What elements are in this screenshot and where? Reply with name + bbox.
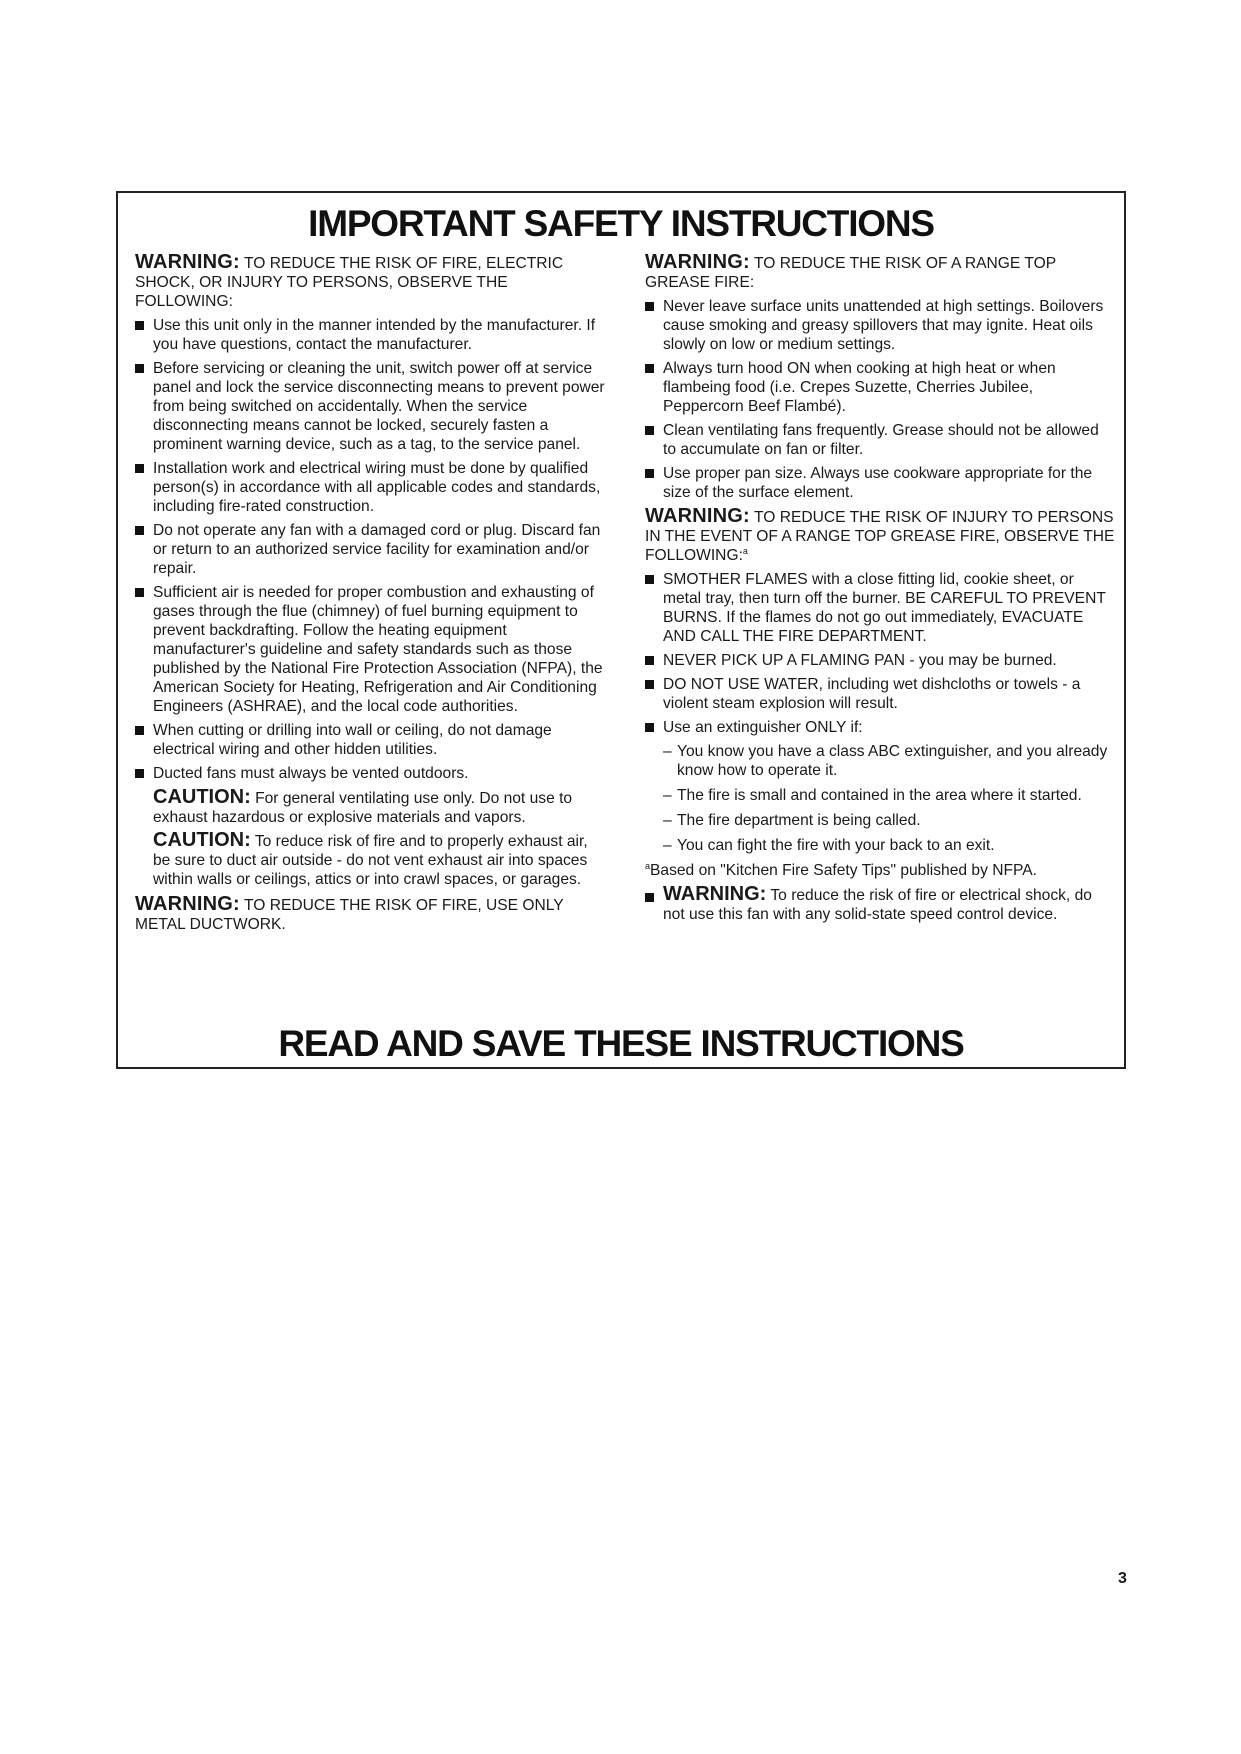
list-item: Use an extinguisher ONLY if: (645, 718, 1115, 737)
warning-grease-fire (645, 253, 1115, 292)
list-item: When cutting or drilling into wall or ceiling, do not damage electrical wiring and other hidden utilities. (135, 721, 605, 759)
warning-label: WARNING: (645, 251, 750, 273)
list-item: Use this unit only in the manner intended by the manufacturer. If you have questions, contact the manufacturer. (135, 316, 605, 354)
left-column (135, 253, 605, 939)
dash-marker: – (663, 743, 672, 760)
footnote-marker: a (742, 545, 748, 556)
warning-text: TO REDUCE THE RISK OF FIRE, ELECTRIC SHOCK, OR INJURY TO PERSONS, OBSERVE THE FOLLOWING: (135, 255, 564, 310)
list-item-warning (645, 885, 1115, 924)
warning-text: TO REDUCE THE RISK OF A RANGE TOP GREASE FIRE: (645, 255, 1056, 291)
bullet-icon (645, 723, 654, 732)
sub-item: – The fire department is being called. (663, 812, 921, 829)
bullet-icon (645, 575, 654, 584)
caution-label: CAUTION: (153, 786, 251, 808)
caution-label: CAUTION: (153, 829, 251, 851)
footer-title: READ AND SAVE THESE INSTRUCTIONS (278, 1023, 964, 1064)
bullet-icon (645, 364, 654, 373)
bullet-icon (135, 726, 144, 735)
caution-exhaust (135, 831, 605, 889)
warning-ductwork (135, 895, 605, 934)
right-column (645, 253, 1115, 929)
bullet-icon (645, 893, 654, 902)
caution-text: To reduce risk of fire and to properly exhaust air, be sure to duct air outside - do not vent exhaust air into spaces within walls or ceilings, attics or into crawl spaces, or garages. (153, 833, 588, 888)
list-item: Before servicing or cleaning the unit, switch power off at service panel and lock the service disconnecting means to prevent power from being switched on accidentally. When the service disconnecting means cannot be locked, securely fasten a prominent warning device, such as a tag, to the service panel. (135, 359, 605, 454)
safety-instructions-box (116, 191, 1126, 1069)
warning-text: To reduce the risk of fire or electrical shock, do not use this fan with any solid-state speed control device. (663, 887, 1092, 923)
list-item: NEVER PICK UP A FLAMING PAN - you may be burned. (645, 651, 1115, 670)
caution-text: For general ventilating use only. Do not use to exhaust hazardous or explosive materials and vapors. (153, 790, 573, 826)
warning-label: WARNING: (663, 883, 767, 905)
bullet-icon (645, 426, 654, 435)
footnote (645, 861, 1115, 880)
warning-text: TO REDUCE THE RISK OF FIRE, USE ONLY METAL DUCTWORK. (135, 897, 564, 933)
warning-text: TO REDUCE THE RISK OF INJURY TO PERSONS IN THE EVENT OF A RANGE TOP GREASE FIRE, OBSERVE THE FOLLOWING: (645, 509, 1115, 564)
page-title: IMPORTANT SAFETY INSTRUCTIONS (308, 203, 934, 244)
list-item: Never leave surface units unattended at high settings. Boilovers cause smoking and greasy spillovers that may ignite. Heat oils slowly on low or medium settings. (645, 297, 1115, 354)
warning-label: WARNING: (645, 505, 750, 527)
warning-label: WARNING: (135, 251, 240, 273)
list-item: Installation work and electrical wiring must be done by qualified person(s) in accordance with all applicable codes and standards, including fire-rated construction. (135, 459, 605, 516)
dash-marker: – (663, 787, 672, 804)
bullet-icon (135, 588, 144, 597)
list-item: Sufficient air is needed for proper combustion and exhausting of gases through the flue (chimney) of fuel burning equipment to prevent backdrafting. Follow the heating equipment manufacturer's guideline and safety standards such as those published by the National Fire Protection Association (NFPA), the American Society for Heating, Refrigeration and Air Conditioning Engineers (ASHRAE), and the local code authorities. (135, 583, 605, 716)
sub-item: – You know you have a class ABC extinguisher, and you already know how to operate it. (663, 743, 1108, 779)
sub-item: – You can fight the fire with your back to an exit. (663, 837, 995, 854)
list-item: SMOTHER FLAMES with a close fitting lid, cookie sheet, or metal tray, then turn off the burner. BE CAREFUL TO PREVENT BURNS. If the flames do not go out immediately, EVACUATE AND CALL THE FIRE DEPARTMENT. (645, 570, 1115, 646)
caution-ventilating (135, 788, 605, 827)
page-number: 3 (1118, 1570, 1127, 1587)
bullet-icon (135, 364, 144, 373)
list-item: Always turn hood ON when cooking at high heat or when flambeing food (i.e. Crepes Suzette, Cherries Jubilee, Peppercorn Beef Flambé). (645, 359, 1115, 416)
bullet-icon (645, 680, 654, 689)
dash-marker: – (663, 837, 672, 854)
footnote-text: Based on "Kitchen Fire Safety Tips" published by NFPA. (650, 862, 1037, 879)
footnote-marker: a (645, 860, 651, 871)
list-item: Do not operate any fan with a damaged cord or plug. Discard fan or return to an authorized service facility for examination and/or repair. (135, 521, 605, 578)
bullet-icon (135, 526, 144, 535)
warning-injury (645, 507, 1115, 565)
sub-item: – The fire is small and contained in the area where it started. (663, 787, 1082, 804)
list-item: DO NOT USE WATER, including wet dishcloths or towels - a violent steam explosion will result. (645, 675, 1115, 713)
dash-marker: – (663, 812, 672, 829)
bullet-icon (135, 464, 144, 473)
warning-label: WARNING: (135, 893, 240, 915)
bullet-icon (135, 769, 144, 778)
bullet-icon (645, 302, 654, 311)
bullet-icon (135, 321, 144, 330)
list-item: Use proper pan size. Always use cookware appropriate for the size of the surface element. (645, 464, 1115, 502)
bullet-icon (645, 656, 654, 665)
warning-fire-shock (135, 253, 605, 311)
list-item: Ducted fans must always be vented outdoors. (135, 764, 605, 783)
bullet-icon (645, 469, 654, 478)
list-item: Clean ventilating fans frequently. Grease should not be allowed to accumulate on fan or filter. (645, 421, 1115, 459)
